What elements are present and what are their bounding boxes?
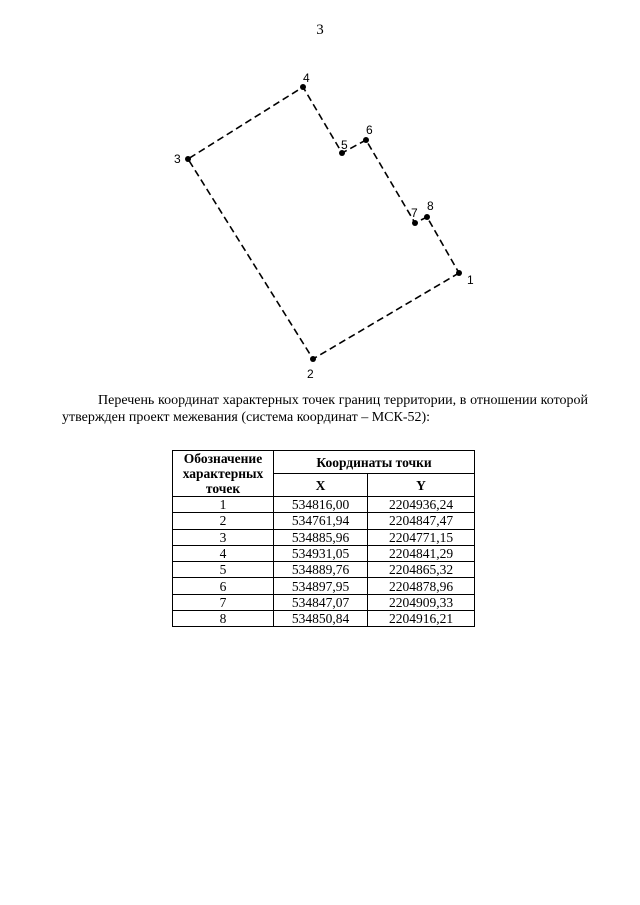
page-number: 3	[316, 22, 324, 38]
cell-y: 2204841,29	[368, 545, 475, 561]
boundary-points	[185, 84, 462, 362]
cell-point: 5	[173, 562, 274, 578]
coordinates-table	[172, 450, 475, 627]
point-marker-7	[412, 220, 418, 226]
cell-y: 2204936,24	[368, 497, 475, 513]
table-row	[173, 545, 475, 561]
cell-x: 534761,94	[274, 513, 368, 529]
point-labels	[174, 71, 474, 381]
point-marker-1	[456, 270, 462, 276]
cell-x: 534847,07	[274, 594, 368, 610]
point-label-4: 4	[303, 71, 310, 85]
point-marker-6	[363, 137, 369, 143]
point-label-7: 7	[411, 206, 418, 220]
cell-y: 2204878,96	[368, 578, 475, 594]
point-label-8: 8	[427, 199, 434, 213]
cell-x: 534816,00	[274, 497, 368, 513]
table-row	[173, 497, 475, 513]
cell-point: 2	[173, 513, 274, 529]
intro-paragraph: Перечень координат характерных точек границ территории, в отношении которой утвержден проект межевания (система координат – МСК-52):	[62, 393, 588, 425]
cell-y: 2204916,21	[368, 611, 475, 627]
point-label-5: 5	[341, 138, 348, 152]
header-coordinates: Координаты точки	[274, 451, 475, 474]
point-marker-8	[424, 214, 430, 220]
point-marker-3	[185, 156, 191, 162]
cell-point: 6	[173, 578, 274, 594]
table-row	[173, 611, 475, 627]
cell-y: 2204865,32	[368, 562, 475, 578]
cell-x: 534897,95	[274, 578, 368, 594]
cell-y: 2204847,47	[368, 513, 475, 529]
header-x: X	[274, 474, 368, 497]
point-label-1: 1	[467, 273, 474, 287]
cell-x: 534889,76	[274, 562, 368, 578]
cell-point: 7	[173, 594, 274, 610]
point-label-3: 3	[174, 152, 181, 166]
table-row	[173, 529, 475, 545]
cell-x: 534885,96	[274, 529, 368, 545]
table-row	[173, 513, 475, 529]
cell-point: 1	[173, 497, 274, 513]
point-label-6: 6	[366, 123, 373, 137]
header-point-designation: Обозначение характерных точек	[173, 451, 274, 497]
cell-y: 2204909,33	[368, 594, 475, 610]
table-row	[173, 578, 475, 594]
cell-y: 2204771,15	[368, 529, 475, 545]
point-marker-2	[310, 356, 316, 362]
boundary-line	[188, 87, 459, 359]
cell-x: 534850,84	[274, 611, 368, 627]
point-label-2: 2	[307, 367, 314, 381]
cell-point: 3	[173, 529, 274, 545]
cell-x: 534931,05	[274, 545, 368, 561]
header-y: Y	[368, 474, 475, 497]
boundary-plan	[0, 0, 640, 390]
cell-point: 8	[173, 611, 274, 627]
cell-point: 4	[173, 545, 274, 561]
table-row	[173, 562, 475, 578]
table-row	[173, 594, 475, 610]
